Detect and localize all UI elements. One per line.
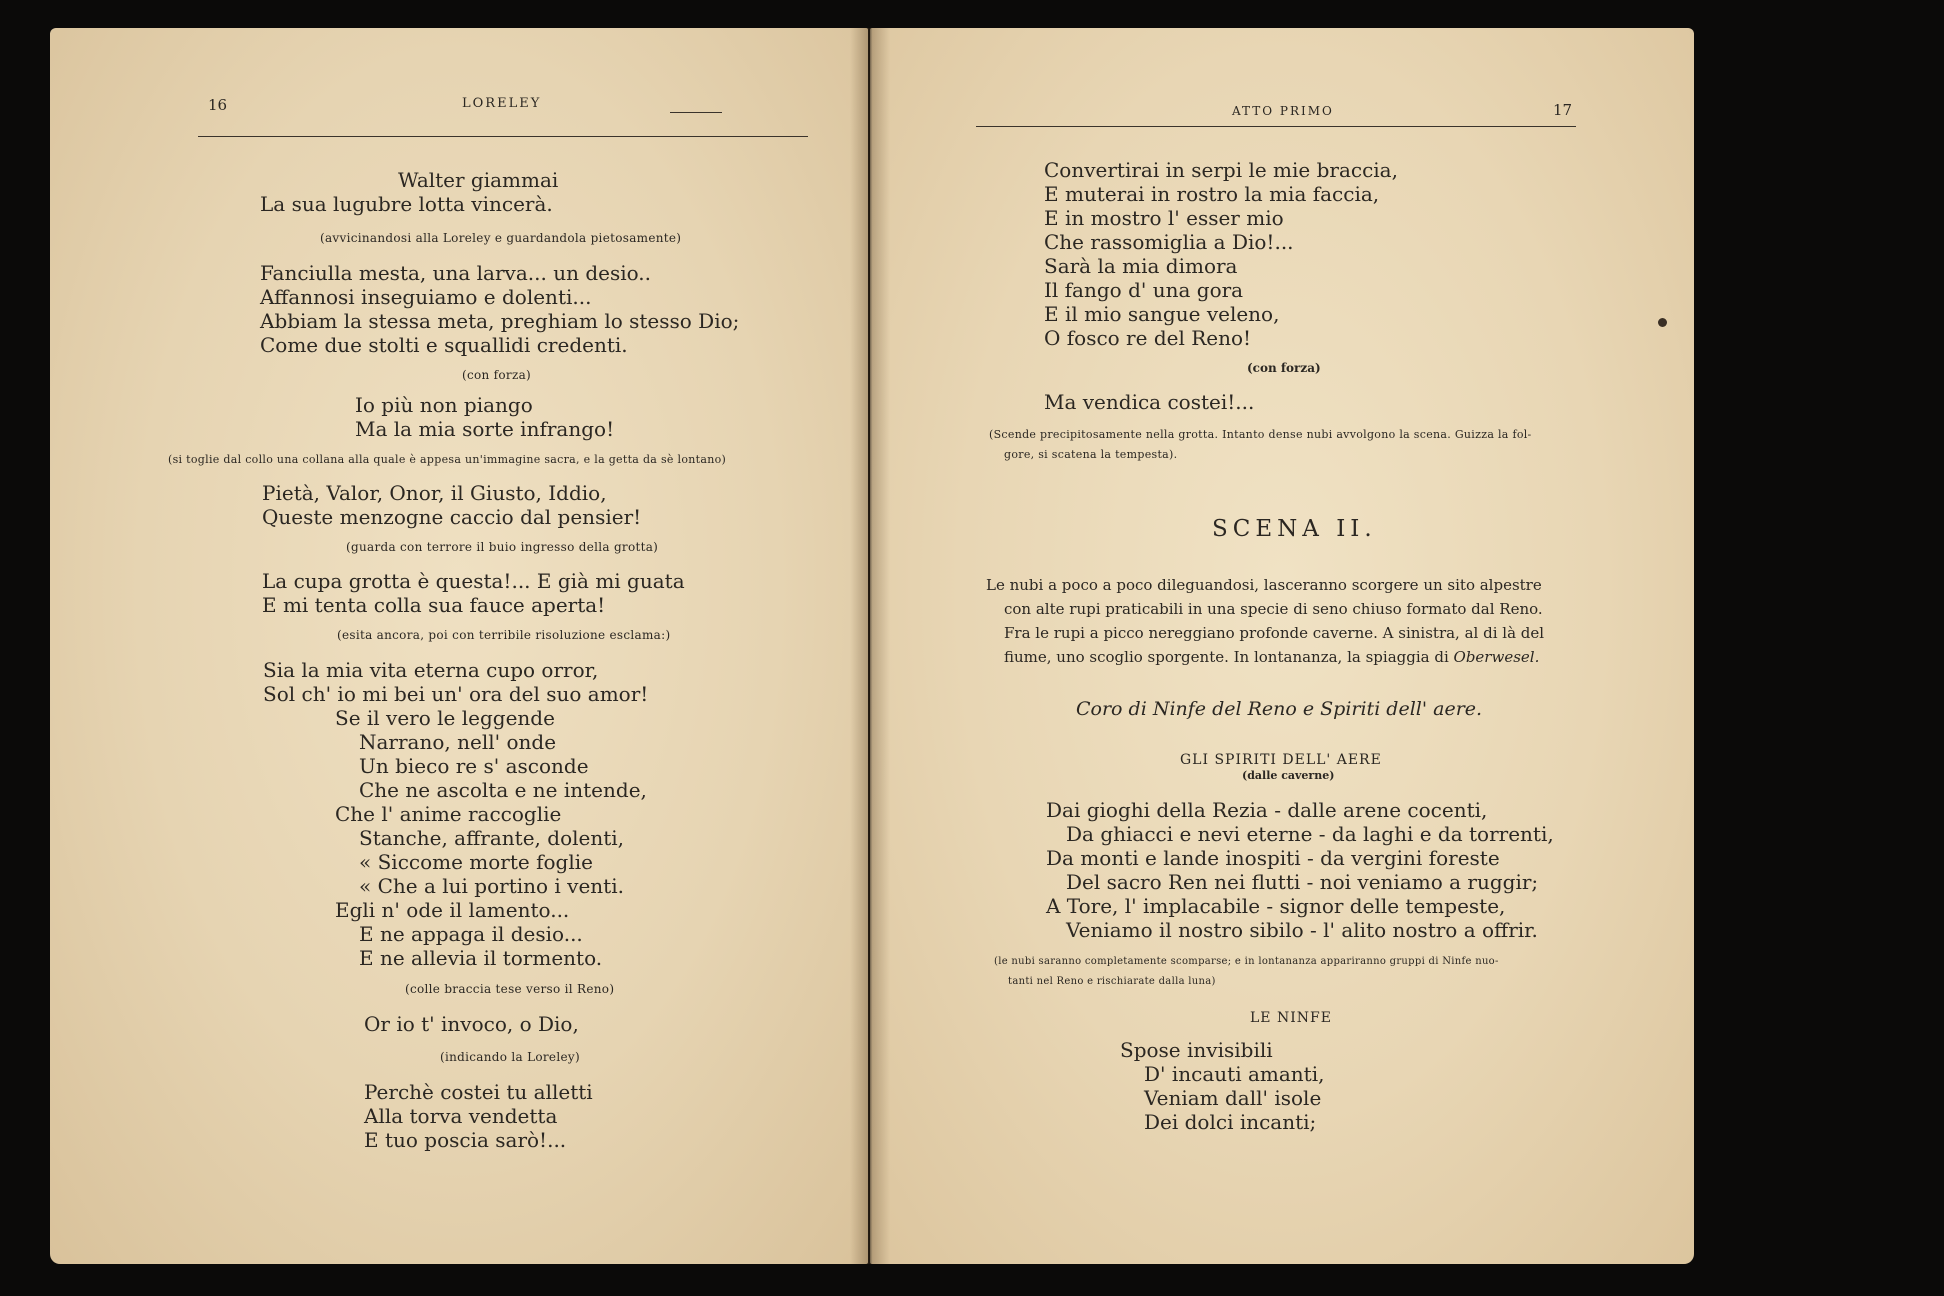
verse-line: Perchè costei tu alletti [364, 1080, 593, 1104]
stage-direction: (avvicinandosi alla Loreley e guardandola pietosamente) [320, 231, 682, 245]
verse-line: E muterai in rostro la mia faccia, [1044, 182, 1380, 206]
verse-line: A Tore, l' implacabile - signor delle tempeste, [1046, 894, 1506, 918]
stage-direction: (si toglie dal collo una collana alla quale è appesa un'immagine sacra, e la getta da sè lontano) [168, 453, 727, 466]
verse-line: La sua lugubre lotta vincerà. [260, 192, 553, 216]
scene-description-line: con alte rupi praticabili in una specie di seno chiuso formato dal Reno. [1004, 600, 1543, 618]
chorus-title: Coro di Ninfe del Reno e Spiriti dell' aere. [1076, 698, 1483, 720]
verse-line: Se il vero le leggende [335, 706, 555, 730]
page-number: 17 [1553, 101, 1573, 119]
header-ornament [670, 112, 722, 113]
verse-line: Che l' anime raccoglie [335, 802, 562, 826]
verse-line: Or io t' invoco, o Dio, [364, 1012, 579, 1036]
stage-direction: (Scende precipitosamente nella grotta. Intanto dense nubi avvolgono la scena. Guizza la fol- [989, 428, 1532, 441]
verse-line: Egli n' ode il lamento... [335, 898, 570, 922]
verse-line: Dei dolci incanti; [1144, 1110, 1317, 1134]
header-rule [976, 126, 1576, 127]
header-rule [198, 136, 808, 137]
book-gutter [850, 28, 890, 1264]
verse-line: E tuo poscia sarò!... [364, 1128, 567, 1152]
stage-direction: (colle braccia tese verso il Reno) [405, 982, 615, 996]
verse-line: E ne allevia il tormento. [359, 946, 603, 970]
verse-line: E ne appaga il desio... [359, 922, 583, 946]
scene-description-line: Fra le rupi a picco nereggiano profonde caverne. A sinistra, al di là del [1004, 624, 1545, 642]
verse-line: Spose invisibili [1120, 1038, 1273, 1062]
scene-description-line: fiume, uno scoglio sporgente. In lontananza, la spiaggia di [1004, 648, 1449, 666]
verse-line: Che ne ascolta e ne intende, [359, 778, 647, 802]
stage-direction: (con forza) [1247, 361, 1321, 375]
verse-line: E in mostro l' esser mio [1044, 206, 1284, 230]
stage-direction: gore, si scatena la tempesta). [1004, 448, 1178, 461]
verse-line: La cupa grotta è questa!... E già mi guata [262, 569, 685, 593]
verse-line: Alla torva vendetta [364, 1104, 558, 1128]
verse-line: E il mio sangue veleno, [1044, 302, 1280, 326]
verse-line: Convertirai in serpi le mie braccia, [1044, 158, 1398, 182]
verse-line: Sarà la mia dimora [1044, 254, 1238, 278]
scene-description-line: Le nubi a poco a poco dileguandosi, lasceranno scorgere un sito alpestre [986, 576, 1542, 594]
right-page [870, 28, 1694, 1264]
place-name: Oberwesel. [1453, 648, 1540, 666]
verse-line: Stanche, affrante, dolenti, [359, 826, 625, 850]
verse-line: Io più non piango [355, 393, 533, 417]
verse-line: Dai gioghi della Rezia - dalle arene cocenti, [1046, 798, 1488, 822]
stage-direction: (guarda con terrore il buio ingresso della grotta) [346, 540, 659, 554]
stage-direction: (con forza) [462, 368, 532, 382]
verse-line: « Che a lui portino i venti. [359, 874, 624, 898]
verse-line: O fosco re del Reno! [1044, 326, 1252, 350]
verse-line: E mi tenta colla sua fauce aperta! [262, 593, 606, 617]
verse-line: Pietà, Valor, Onor, il Giusto, Iddio, [262, 481, 607, 505]
verse-line: Abbiam la stessa meta, preghiam lo stesso Dio; [260, 309, 740, 333]
verse-line: Che rassomiglia a Dio!... [1044, 230, 1294, 254]
stage-direction: (indicando la Loreley) [440, 1050, 580, 1064]
verse-line: Veniam dall' isole [1144, 1086, 1322, 1110]
stage-direction: (le nubi saranno completamente scomparse; e in lontananza appariranno gruppi di Ninfe nuo- [994, 956, 1499, 967]
verse-line: D' incauti amanti, [1144, 1062, 1325, 1086]
character-name: GLI SPIRITI DELL' AERE [1180, 752, 1382, 768]
verse-line: Un bieco re s' asconde [359, 754, 589, 778]
verse-line: « Siccome morte foglie [359, 850, 593, 874]
page-number: 16 [208, 96, 228, 114]
stage-direction: (dalle caverne) [1242, 769, 1335, 782]
left-page [50, 28, 868, 1264]
verse-line: Walter giammai [398, 168, 559, 192]
verse-line: Da monti e lande inospiti - da vergini foreste [1046, 846, 1500, 870]
character-name: LE NINFE [1250, 1010, 1332, 1026]
scene-heading: SCENA II. [1212, 516, 1377, 542]
verse-line: Fanciulla mesta, una larva... un desio.. [260, 261, 652, 285]
verse-line: Veniamo il nostro sibilo - l' alito nostro a offrir. [1066, 918, 1538, 942]
verse-line: Ma vendica costei!... [1044, 390, 1255, 414]
verse-line: Narrano, nell' onde [359, 730, 557, 754]
verse-line: Da ghiacci e nevi eterne - da laghi e da torrenti, [1066, 822, 1554, 846]
verse-line: Del sacro Ren nei flutti - noi veniamo a ruggir; [1066, 870, 1539, 894]
verse-line: Sia la mia vita eterna cupo orror, [263, 658, 599, 682]
stage-direction: tanti nel Reno e rischiarate dalla luna) [1008, 976, 1216, 987]
verse-line: Come due stolti e squallidi credenti. [260, 333, 628, 357]
running-title: ATTO PRIMO [1232, 104, 1334, 118]
stage-direction: (esita ancora, poi con terribile risoluzione esclama:) [337, 628, 671, 642]
verse-line: Ma la mia sorte infrango! [355, 417, 615, 441]
verse-line: Queste menzogne caccio dal pensier! [262, 505, 642, 529]
running-title: LORELEY [462, 96, 542, 111]
verse-line: Affannosi inseguiamo e dolenti... [260, 285, 592, 309]
verse-line: Sol ch' io mi bei un' ora del suo amor! [263, 682, 649, 706]
ink-spot [1658, 318, 1667, 327]
verse-line: Il fango d' una gora [1044, 278, 1244, 302]
